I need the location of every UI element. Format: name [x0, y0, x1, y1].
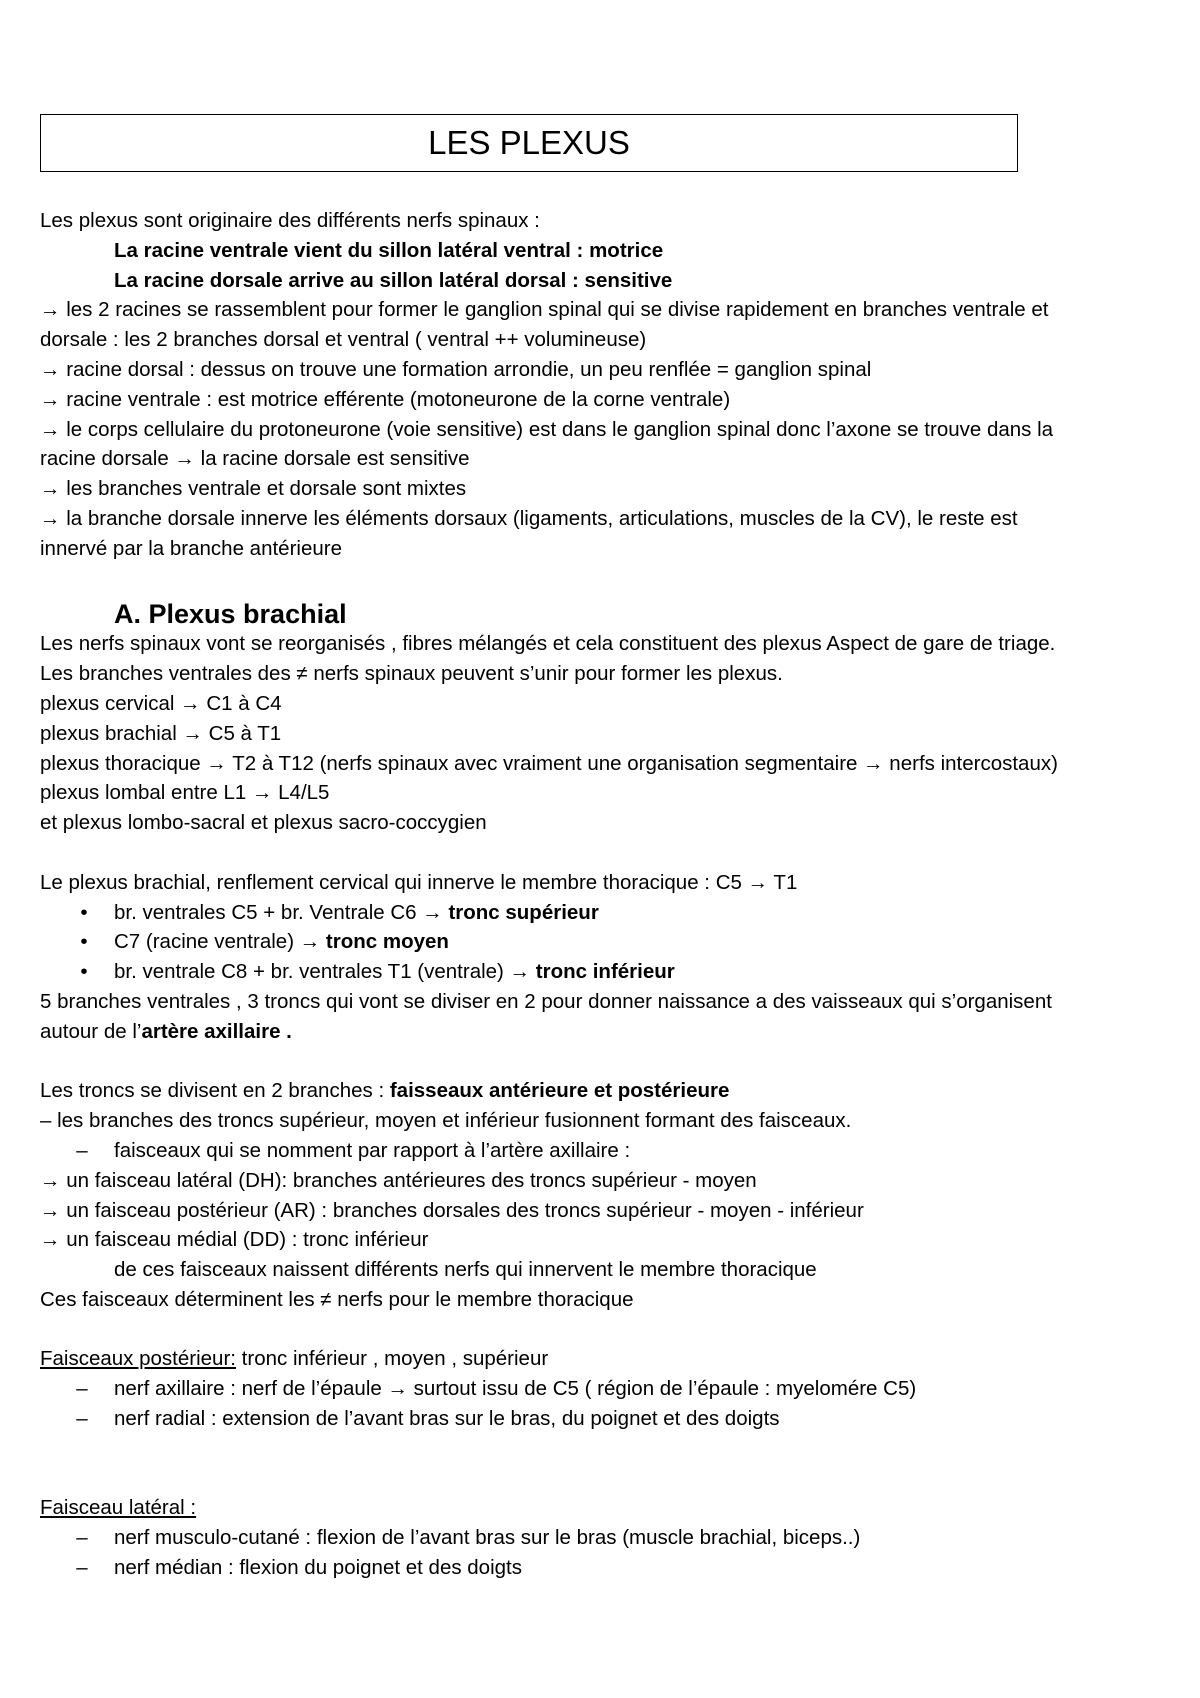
bullet-marker: •	[80, 900, 88, 924]
bullet-text: br. ventrales C5 + br. Ventrale C6 →	[114, 900, 449, 924]
bullet-item	[40, 898, 1165, 928]
bullet-marker: •	[80, 960, 88, 984]
dash-marker: –	[76, 1377, 88, 1401]
dash-marker: –	[76, 1556, 88, 1580]
intro-line: Les plexus sont originaire des différents nerfs spinaux :	[40, 209, 540, 232]
bullet-item	[40, 927, 1165, 957]
title-box	[40, 114, 1018, 172]
bullet-item	[40, 957, 1165, 987]
paragraph-line: → le corps cellulaire du protoneurone (voie sensitive) est dans le ganglion spinal donc l’axone se trouve dans la	[40, 417, 1054, 441]
dash-item	[40, 1523, 1165, 1553]
plexus-list-item: plexus cervical → C1 à C4	[40, 691, 282, 715]
paragraph-line: Ces faisceaux déterminent les ≠ nerfs pour le membre thoracique	[40, 1287, 634, 1311]
dash-text: nerf axillaire : nerf de l’épaule → surtout issu de C5 ( région de l’épaule : myelomére C5)	[114, 1377, 917, 1401]
paragraph-line: → un faisceau latéral (DH): branches antérieures des troncs supérieur - moyen	[40, 1168, 757, 1192]
plexus-list-item: plexus thoracique → T2 à T12 (nerfs spinaux avec vraiment une organisation segmentaire → nerfs intercostaux)	[40, 751, 1058, 775]
plexus-list-item: et plexus lombo-sacral et plexus sacro-coccygien	[40, 811, 487, 835]
paragraph-bold-text: artère axillaire .	[141, 1019, 292, 1043]
paragraph-line: innervé par la branche antérieure	[40, 536, 342, 560]
dash-text: faisceaux qui se nomment par rapport à l’artère axillaire :	[114, 1138, 631, 1162]
dash-text: nerf musculo-cutané : flexion de l’avant bras sur le bras (muscle brachial, biceps..)	[114, 1526, 861, 1550]
paragraph-line: → racine ventrale : est motrice efférente (motoneurone de la corne ventrale)	[40, 387, 731, 411]
racine-dorsale-line: La racine dorsale arrive au sillon latéral dorsal : sensitive	[114, 268, 673, 292]
paragraph-text: autour de l’	[40, 1019, 142, 1043]
dash-item	[40, 1136, 1165, 1166]
dash-item	[40, 1553, 1165, 1583]
document-body	[40, 206, 1165, 1583]
paragraph-line: → un faisceau médial (DD) : tronc inférieur	[40, 1228, 429, 1252]
subsection-line	[40, 1344, 1165, 1374]
page-title: LES PLEXUS	[428, 124, 630, 161]
paragraph-line: dorsale : les 2 branches dorsal et ventral ( ventral ++ volumineuse)	[40, 328, 647, 352]
paragraph-line: Les nerfs spinaux vont se reorganisés , fibres mélangés et cela constituent des plexus Aspect de gare de triage.	[40, 632, 1056, 656]
paragraph-line	[40, 1076, 1165, 1106]
plexus-list-item: plexus lombal entre L1 → L4/L5	[40, 781, 330, 805]
paragraph-line: – les branches des troncs supérieur, moyen et inférieur fusionnent formant des faisceaux.	[40, 1109, 852, 1133]
dash-marker: –	[76, 1526, 88, 1550]
bullet-text: C7 (racine ventrale) →	[114, 930, 326, 954]
paragraph-line: Le plexus brachial, renflement cervical qui innerve le membre thoracique : C5 → T1	[40, 870, 798, 894]
paragraph-line: Les branches ventrales des ≠ nerfs spinaux peuvent s’unir pour former les plexus.	[40, 662, 783, 686]
bullet-text: br. ventrale C8 + br. ventrales T1 (ventrale) →	[114, 960, 536, 984]
paragraph-line: → les 2 racines se rassemblent pour former le ganglion spinal qui se divise rapidement en branches ventrale et	[40, 298, 1049, 322]
paragraph-line	[40, 1017, 1165, 1047]
paragraph-text: Les troncs se divisent en 2 branches :	[40, 1079, 390, 1103]
paragraph-line: de ces faisceaux naissent différents nerfs qui innervent le membre thoracique	[114, 1258, 817, 1282]
section-heading: A. Plexus brachial	[114, 599, 347, 630]
paragraph-line: → la branche dorsale innerve les éléments dorsaux (ligaments, articulations, muscles de la CV), le reste est	[40, 506, 1018, 530]
paragraph-line: 5 branches ventrales , 3 troncs qui vont se diviser en 2 pour donner naissance a des vaisseaux qui s’organisent	[40, 989, 1052, 1013]
dash-text: nerf médian : flexion du poignet et des doigts	[114, 1556, 522, 1580]
dash-text: nerf radial : extension de l’avant bras sur le bras, du poignet et des doigts	[114, 1407, 780, 1431]
racine-ventrale-line: La racine ventrale vient du sillon latéral ventral : motrice	[114, 238, 664, 262]
bullet-bold-text: tronc inférieur	[535, 960, 675, 984]
bullet-bold-text: tronc moyen	[325, 930, 449, 954]
bullet-bold-text: tronc supérieur	[448, 900, 599, 924]
subsection-line	[40, 1493, 1165, 1523]
subsection-label: Faisceau latéral :	[40, 1496, 197, 1520]
dash-item	[40, 1404, 1165, 1434]
bullet-marker: •	[80, 930, 88, 954]
paragraph-line: → les branches ventrale et dorsale sont mixtes	[40, 477, 467, 501]
dash-item	[40, 1374, 1165, 1404]
dash-marker: –	[76, 1407, 88, 1431]
subsection-text: tronc inférieur , moyen , supérieur	[235, 1347, 549, 1371]
subsection-label: Faisceaux postérieur:	[40, 1347, 236, 1371]
paragraph-line: → un faisceau postérieur (AR) : branches dorsales des troncs supérieur - moyen - inférieur	[40, 1198, 864, 1222]
plexus-list-item: plexus brachial → C5 à T1	[40, 721, 282, 745]
dash-marker: –	[76, 1138, 88, 1162]
paragraph-line: → racine dorsal : dessus on trouve une formation arrondie, un peu renflée = ganglion spinal	[40, 357, 872, 381]
paragraph-line: racine dorsale → la racine dorsale est sensitive	[40, 447, 470, 471]
paragraph-bold-text: faisseaux antérieure et postérieure	[389, 1079, 730, 1103]
